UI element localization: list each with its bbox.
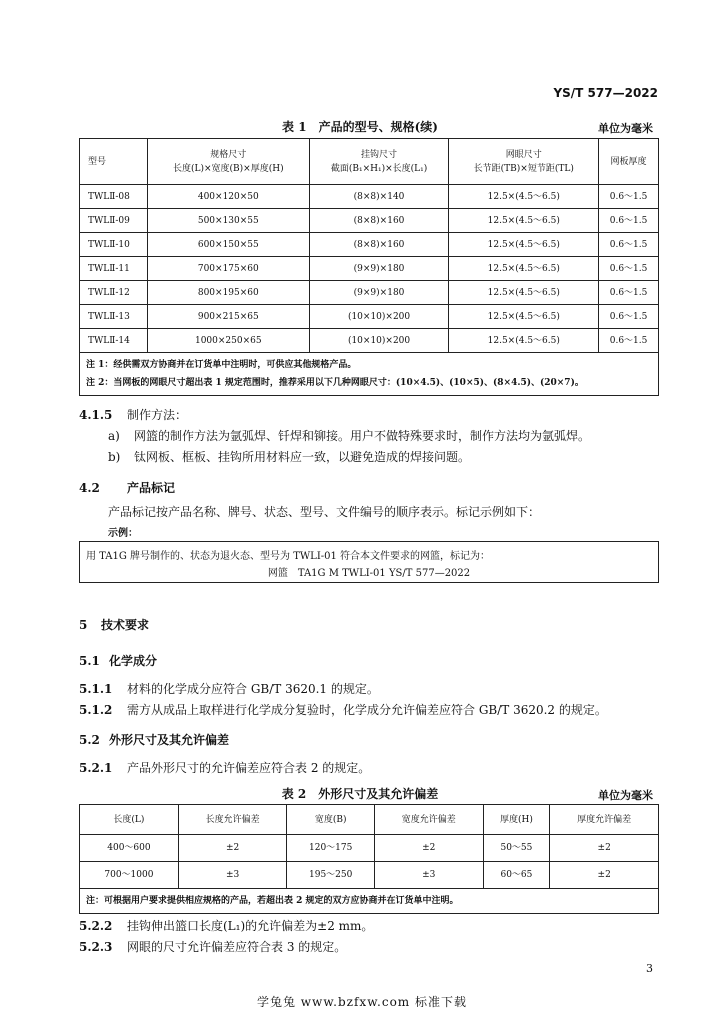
table1-header-spec: 规格尺寸 长度(L)×宽度(B)×厚度(H) (147, 139, 309, 185)
table1-header-thickness: 网板厚度 (599, 139, 659, 185)
table-cell: 1000×250×65 (147, 329, 309, 353)
table-row (80, 329, 659, 353)
table-cell: (10×10)×200 (309, 305, 449, 329)
table-cell: 900×215×65 (147, 305, 309, 329)
table-cell: 400～600 (80, 835, 179, 862)
section-4-2: 4.2 产品标记 (79, 481, 176, 495)
example-box (79, 541, 659, 583)
table-cell: 12.5×(4.5～6.5) (449, 329, 599, 353)
table-cell: TWLⅡ-14 (80, 329, 148, 353)
table-cell: 12.5×(4.5～6.5) (449, 257, 599, 281)
list-item: b) 钛网板、框板、挂钩所用材料应一致，以避免造成的焊接问题。 (108, 450, 471, 464)
table1-header-row (80, 139, 659, 185)
table-cell: 60～65 (483, 862, 550, 889)
table2-header-cell: 长度(L) (80, 805, 179, 835)
section-5-1-2: 5.1.2 需方从成品上取样进行化学成分复验时，化学成分允许偏差应符合 GB/T 3620.2 的规定。 (79, 703, 607, 717)
table-cell: ±3 (178, 862, 287, 889)
table1-notes (80, 353, 659, 396)
table-cell: 195～250 (287, 862, 375, 889)
table-cell: (9×9)×180 (309, 257, 449, 281)
section-5-2-3: 5.2.3 网眼的尺寸允许偏差应符合表 3 的规定。 (79, 940, 347, 954)
table-row (80, 209, 659, 233)
table-cell: TWLⅡ-09 (80, 209, 148, 233)
table-cell: 12.5×(4.5～6.5) (449, 281, 599, 305)
table-cell: 0.6～1.5 (599, 329, 659, 353)
list-item: a) 网篮的制作方法为氩弧焊、钎焊和铆接。用户不做特殊要求时，制作方法均为氩弧焊。 (108, 429, 591, 443)
table-cell: TWLⅡ-10 (80, 233, 148, 257)
example-line-1: 用 TA1G 牌号制作的、状态为退火态、型号为 TWLⅠ-01 符合本文件要求的网篮，标记为： (86, 551, 491, 562)
table-cell: 12.5×(4.5～6.5) (449, 185, 599, 209)
table2-header-cell: 长度允许偏差 (178, 805, 287, 835)
section-5-2-1: 5.2.1 产品外形尺寸的允许偏差应符合表 2 的规定。 (79, 761, 371, 775)
table2-header-cell: 厚度(H) (483, 805, 550, 835)
table-cell: 600×150×55 (147, 233, 309, 257)
table-cell: TWLⅡ-11 (80, 257, 148, 281)
table-cell: 0.6～1.5 (599, 185, 659, 209)
table-cell: 700～1000 (80, 862, 179, 889)
section-5-1: 5.1 化学成分 (79, 654, 158, 668)
table1-unit: 单位为毫米 (598, 122, 653, 135)
table-row (80, 862, 659, 889)
table-row (80, 305, 659, 329)
page-number: 3 (646, 962, 653, 975)
table-row (80, 281, 659, 305)
example-label: 示例： (108, 528, 138, 539)
table-cell: TWLⅡ-08 (80, 185, 148, 209)
table2-caption: 表 2 外形尺寸及其允许偏差 (281, 787, 439, 801)
table-cell: 50～55 (483, 835, 550, 862)
footer-watermark: 学兔兔 www.bzfxw.com 标准下载 (256, 995, 468, 1009)
table-row (80, 185, 659, 209)
table-cell: 800×195×60 (147, 281, 309, 305)
section-4-1-5 (79, 407, 187, 423)
table2-header-cell: 厚度允许偏差 (550, 805, 659, 835)
document-id: YS/T 577—2022 (553, 86, 658, 100)
section-5-2-2: 5.2.2 挂钩伸出篮口长度(L₁)的允许偏差为±2 mm。 (79, 919, 374, 933)
table-cell: 12.5×(4.5～6.5) (449, 233, 599, 257)
table1-note-2: 注 2：当网板的网眼尺寸超出表 1 规定范围时，推荐采用以下几种网眼尺寸：(10×4.5)、(10×5)、(8×4.5)、(20×7)。 (86, 378, 584, 388)
section-5-2: 5.2 外形尺寸及其允许偏差 (79, 733, 230, 747)
table1-note-1: 注 1：经供需双方协商并在订货单中注明时，可供应其他规格产品。 (86, 360, 357, 370)
table-row (80, 233, 659, 257)
table-cell: (8×8)×160 (309, 233, 449, 257)
section-5-1-1: 5.1.1 材料的化学成分应符合 GB/T 3620.1 的规定。 (79, 682, 379, 696)
table-cell: 0.6～1.5 (599, 281, 659, 305)
table-cell: 12.5×(4.5～6.5) (449, 305, 599, 329)
table1-caption: 表 1 产品的型号、规格(续) (282, 120, 438, 134)
table2-header-cell: 宽度允许偏差 (374, 805, 483, 835)
section-title: 制作方法： (127, 408, 188, 422)
table1-notes-row (80, 353, 659, 396)
example-line-2: 网篮 TA1G M TWLⅠ-01 YS/T 577—2022 (267, 568, 471, 579)
table-row (80, 835, 659, 862)
table2-note: 注：可根据用户要求提供相应规格的产品，若超出表 2 规定的双方应协商并在订货单中注明。 (80, 889, 659, 914)
table-cell: ±3 (374, 862, 483, 889)
table-cell: ±2 (550, 862, 659, 889)
section-4-2-text: 产品标记按产品名称、牌号、状态、型号、文件编号的顺序表示。标记示例如下： (108, 505, 541, 519)
table2-unit: 单位为毫米 (598, 789, 653, 802)
table-cell: (9×9)×180 (309, 281, 449, 305)
table-cell: (10×10)×200 (309, 329, 449, 353)
table-cell: 500×130×55 (147, 209, 309, 233)
table-cell: (8×8)×140 (309, 185, 449, 209)
table1-header-mesh: 网眼尺寸 长节距(TB)×短节距(TL) (449, 139, 599, 185)
table1 (79, 138, 659, 396)
table-cell: ±2 (550, 835, 659, 862)
table2-header-row (80, 805, 659, 835)
table-cell: 0.6～1.5 (599, 233, 659, 257)
table2-header-cell: 宽度(B) (287, 805, 375, 835)
table2-notes-row (80, 889, 659, 914)
table-cell: 0.6～1.5 (599, 305, 659, 329)
table-cell: ±2 (374, 835, 483, 862)
table-row (80, 257, 659, 281)
table-cell: ±2 (178, 835, 287, 862)
section-number: 4.1.5 (79, 408, 113, 422)
table1-header-model: 型号 (80, 139, 148, 185)
table-cell: (8×8)×160 (309, 209, 449, 233)
table-cell: 0.6～1.5 (599, 257, 659, 281)
table2 (79, 804, 659, 914)
table-cell: TWLⅡ-12 (80, 281, 148, 305)
table-cell: 700×175×60 (147, 257, 309, 281)
table-cell: 0.6～1.5 (599, 209, 659, 233)
table-cell: 120～175 (287, 835, 375, 862)
section-5: 5 技术要求 (79, 618, 150, 632)
table-cell: TWLⅡ-13 (80, 305, 148, 329)
table-cell: 12.5×(4.5～6.5) (449, 209, 599, 233)
table1-header-hook: 挂钩尺寸 截面(B₁×H₁)×长度(L₁) (309, 139, 449, 185)
table-cell: 400×120×50 (147, 185, 309, 209)
